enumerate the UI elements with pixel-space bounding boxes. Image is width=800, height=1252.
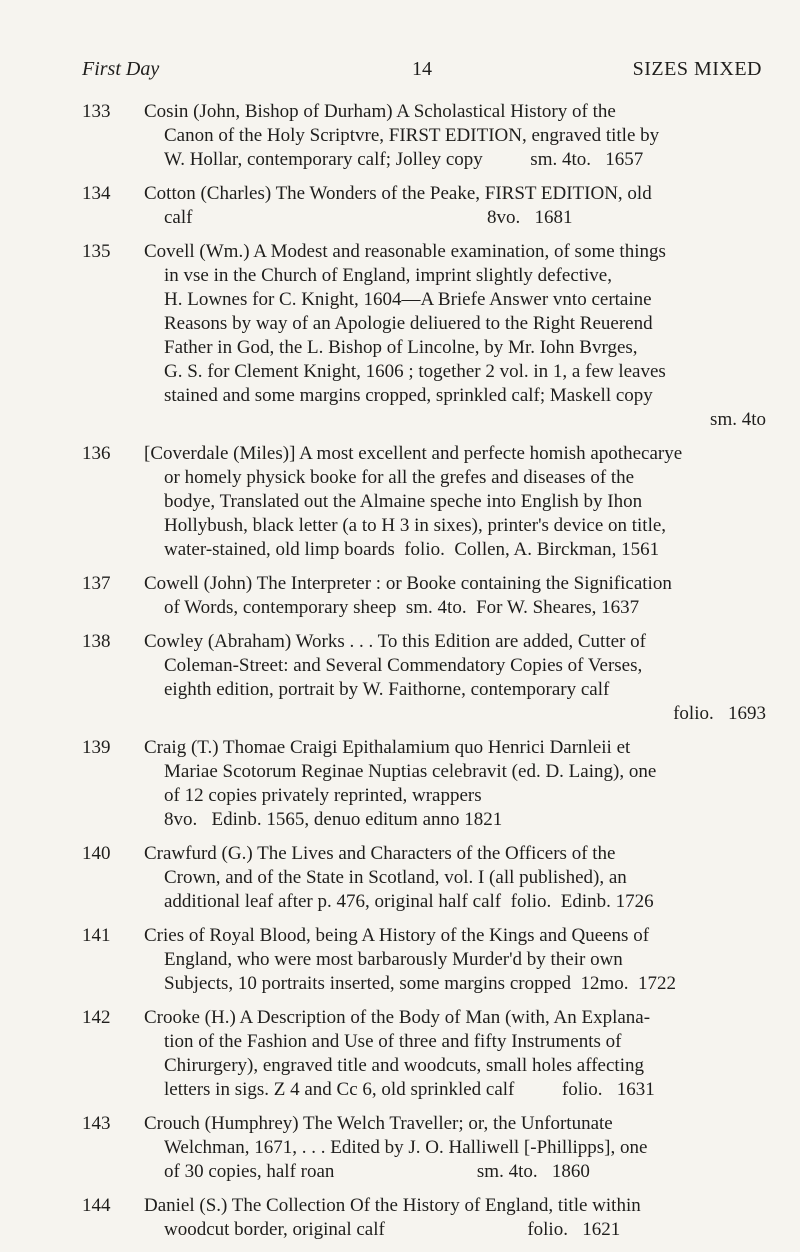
description-line: calf 8vo. 1681 xyxy=(164,207,573,228)
lot-entry xyxy=(0,100,800,172)
description-line: Daniel (S.) The Collection Of the History of England, title within xyxy=(144,1195,641,1216)
lot-number: 140 xyxy=(82,843,111,864)
description-line: tion of the Fashion and Use of three and fifty Instruments of xyxy=(164,1031,622,1052)
lot-entry xyxy=(0,924,800,996)
lot-list xyxy=(0,100,800,1252)
description-line: of Words, contemporary sheep sm. 4to. For W. Sheares, 1637 xyxy=(164,597,640,618)
description-line: Craig (T.) Thomae Craigi Epithalamium quo Henrici Darnleii et xyxy=(144,737,631,758)
description-line: Covell (Wm.) A Modest and reasonable examination, of some things xyxy=(144,241,666,262)
lot-number: 134 xyxy=(82,183,111,204)
description-line: or homely physick booke for all the grefes and diseases of the xyxy=(164,467,635,488)
description-line: Cosin (John, Bishop of Durham) A Scholastical History of the xyxy=(144,101,616,122)
lot-entry xyxy=(0,442,800,562)
description-line: Cotton (Charles) The Wonders of the Peake, FIRST EDITION, old xyxy=(144,183,652,204)
description-line: 8vo. Edinb. 1565, denuo editum anno 1821 xyxy=(164,809,503,830)
description-line: Canon of the Holy Scriptvre, FIRST EDITION, engraved title by xyxy=(164,125,660,146)
description-line: additional leaf after p. 476, original half calf folio. Edinb. 1726 xyxy=(164,891,654,912)
description-line: Cowell (John) The Interpreter : or Booke containing the Signification xyxy=(144,573,672,594)
lot-number: 139 xyxy=(82,737,111,758)
day-heading: First Day xyxy=(82,58,160,80)
description-line: W. Hollar, contemporary calf; Jolley copy sm. 4to. 1657 xyxy=(164,149,644,170)
description-line: stained and some margins cropped, sprinkled calf; Maskell copy xyxy=(164,385,653,406)
description-line: water-stained, old limp boards folio. Collen, A. Birckman, 1561 xyxy=(164,539,660,560)
description-line: Subjects, 10 portraits inserted, some margins cropped 12mo. 1722 xyxy=(164,973,677,994)
page-number: 14 xyxy=(412,58,432,80)
description-line: of 30 copies, half roan sm. 4to. 1860 xyxy=(164,1161,590,1182)
description-line: Cries of Royal Blood, being A History of the Kings and Queens of xyxy=(144,925,650,946)
lot-number: 144 xyxy=(82,1195,111,1216)
description-line: G. S. for Clement Knight, 1606 ; together 2 vol. in 1, a few leaves xyxy=(164,361,666,382)
lot-description xyxy=(144,240,766,432)
description-line: Mariae Scotorum Reginae Nuptias celebravit (ed. D. Laing), one xyxy=(164,761,657,782)
description-line: England, who were most barbarously Murder'd by their own xyxy=(164,949,623,970)
lot-number: 137 xyxy=(82,573,111,594)
description-line: Crawfurd (G.) The Lives and Characters of the Officers of the xyxy=(144,843,616,864)
description-line: in vse in the Church of England, imprint slightly defective, xyxy=(164,265,612,286)
description-line: Hollybush, black letter (a to H 3 in sixes), printer's device on title, xyxy=(164,515,667,536)
description-line: [Coverdale (Miles)] A most excellent and perfecte homish apothecarye xyxy=(144,443,683,464)
description-line: bodye, Translated out the Almaine speche into English by Ihon xyxy=(164,491,643,512)
lot-description xyxy=(144,1006,766,1102)
lot-number: 133 xyxy=(82,101,111,122)
lot-entry xyxy=(0,572,800,620)
lot-number: 142 xyxy=(82,1007,111,1028)
lot-number: 138 xyxy=(82,631,111,652)
description-line: eighth edition, portrait by W. Faithorne, contemporary calf xyxy=(164,679,610,700)
lot-entry xyxy=(0,630,800,726)
lot-entry xyxy=(0,182,800,230)
lot-number: 143 xyxy=(82,1113,111,1134)
description-line: of 12 copies privately reprinted, wrappers xyxy=(164,785,482,806)
lot-entry xyxy=(0,842,800,914)
description-line: Reasons by way of an Apologie deliuered to the Right Reuerend xyxy=(164,313,653,334)
description-line: Father in God, the L. Bishop of Lincolne, by Mr. Iohn Bvrges, xyxy=(164,337,638,358)
description-line: letters in sigs. Z 4 and Cc 6, old sprinkled calf folio. 1631 xyxy=(164,1079,655,1100)
description-line: Cowley (Abraham) Works . . . To this Edition are added, Cutter of xyxy=(144,631,646,652)
lot-entry xyxy=(0,240,800,432)
description-line: Crooke (H.) A Description of the Body of Man (with, An Explana- xyxy=(144,1007,651,1028)
description-line: woodcut border, original calf folio. 1621 xyxy=(164,1219,621,1240)
lot-entry xyxy=(0,1006,800,1102)
lot-number: 136 xyxy=(82,443,111,464)
lot-number: 135 xyxy=(82,241,111,262)
lot-entry xyxy=(0,1112,800,1184)
description-line: sm. 4to xyxy=(710,409,766,430)
lot-description xyxy=(144,736,766,832)
lot-number: 141 xyxy=(82,925,111,946)
lot-description xyxy=(144,1112,766,1184)
lot-description xyxy=(144,100,766,172)
running-head xyxy=(82,58,762,88)
description-line: Crouch (Humphrey) The Welch Traveller; or, the Unfortunate xyxy=(144,1113,613,1134)
section-heading: SIZES MIXED xyxy=(632,58,762,80)
lot-entry xyxy=(0,736,800,832)
description-line: Welchman, 1671, . . . Edited by J. O. Halliwell [-Phillipps], one xyxy=(164,1137,648,1158)
description-line: Chirurgery), engraved title and woodcuts, small holes affecting xyxy=(164,1055,644,1076)
lot-description xyxy=(144,924,766,996)
description-line: Coleman-Street: and Several Commendatory Copies of Verses, xyxy=(164,655,643,676)
lot-entry xyxy=(0,1194,800,1242)
lot-description xyxy=(144,842,766,914)
lot-description xyxy=(144,1194,766,1242)
lot-description xyxy=(144,182,766,230)
description-line: H. Lownes for C. Knight, 1604—A Briefe Answer vnto certaine xyxy=(164,289,652,310)
lot-description xyxy=(144,442,766,562)
description-line: folio. 1693 xyxy=(673,703,766,724)
lot-description xyxy=(144,572,766,620)
description-line: Crown, and of the State in Scotland, vol. I (all published), an xyxy=(164,867,627,888)
lot-description xyxy=(144,630,766,726)
